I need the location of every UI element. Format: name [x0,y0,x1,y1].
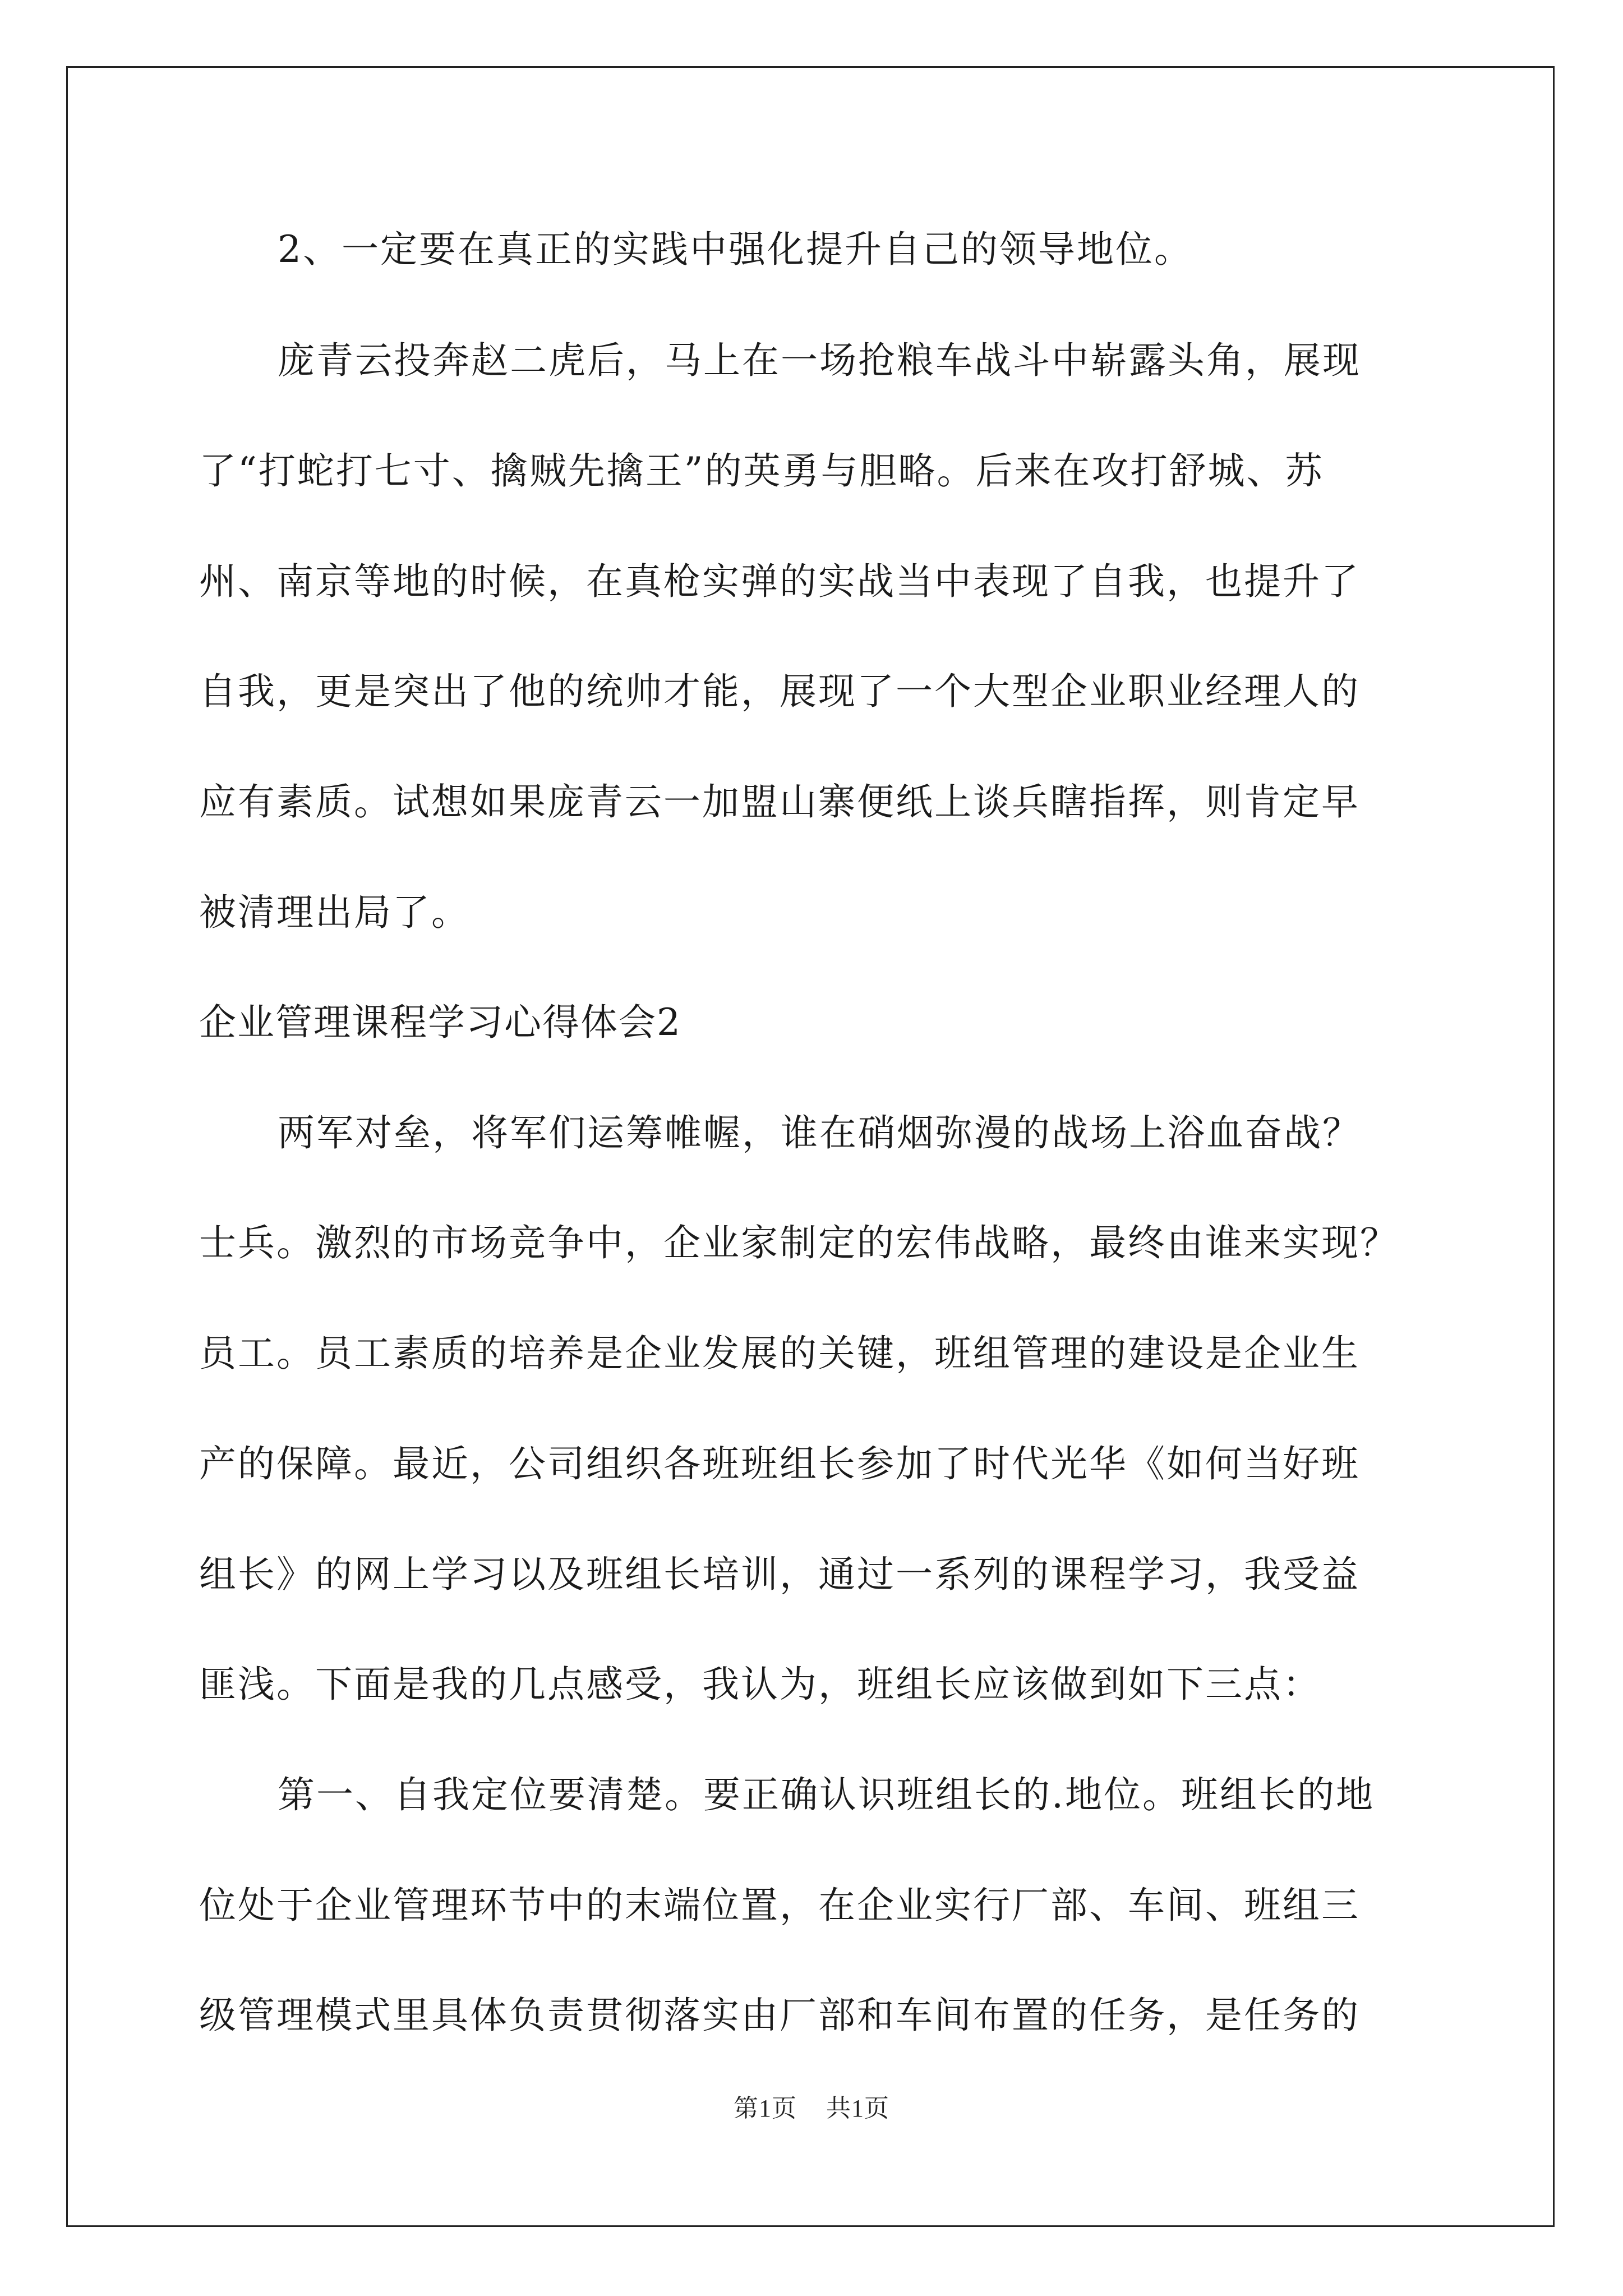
paragraph-line: 应有素质。试想如果庞青云一加盟山寨便纸上谈兵瞎指挥，则肯定早 [199,780,1360,823]
paragraph-line: 级管理模式里具体负责贯彻落实由厂部和车间布置的任务，是任务的 [199,1994,1360,2037]
paragraph-line: 州、南京等地的时候，在真枪实弹的实战当中表现了自我，也提升了 [199,560,1360,603]
paragraph-line: 2、一定要在真正的实践中强化提升自己的领导地位。 [278,228,1193,271]
paragraph-line: 产的保障。最近，公司组织各班班组长参加了时代光华《如何当好班 [199,1442,1360,1485]
page-number: 第1页 [734,2095,797,2122]
section-heading: 企业管理课程学习心得体会2 [199,1001,681,1044]
paragraph-line: 第一、自我定位要清楚。要正确认识班组长的.地位。班组长的地 [278,1773,1375,1816]
paragraph-line: 自我，更是突出了他的统帅才能，展现了一个大型企业职业经理人的 [199,670,1360,713]
page-footer [0,2088,1623,2124]
paragraph-line: 员工。员工素质的培养是企业发展的关键，班组管理的建设是企业生 [199,1332,1360,1375]
paragraph-line: 庞青云投奔赵二虎后，马上在一场抢粮车战斗中崭露头角，展现 [278,339,1361,382]
paragraph-line: 被清理出局了。 [199,891,470,934]
paragraph-line: 两军对垒，将军们运筹帷幄，谁在硝烟弥漫的战场上浴血奋战？ [278,1111,1361,1154]
paragraph-line: 组长》的网上学习以及班组长培训，通过一系列的课程学习，我受益 [199,1553,1360,1596]
paragraph-line: 匪浅。下面是我的几点感受，我认为，班组长应该做到如下三点： [199,1663,1321,1706]
paragraph-line: 士兵。激烈的市场竞争中，企业家制定的宏伟战略，最终由谁来实现？ [199,1221,1399,1264]
page-total: 共1页 [826,2095,889,2122]
paragraph-line: 了“打蛇打七寸、擒贼先擒王”的英勇与胆略。后来在攻打舒城、苏 [199,449,1324,493]
paragraph-line: 位处于企业管理环节中的末端位置，在企业实行厂部、车间、班组三 [199,1884,1360,1927]
